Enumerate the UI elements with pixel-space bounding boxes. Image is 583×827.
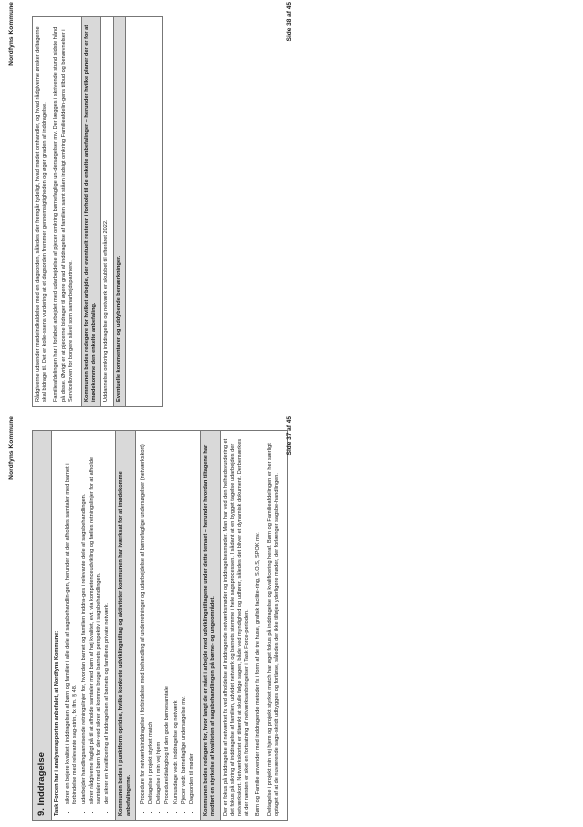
body-paragraph: Familieafdelingen har i forløbet arbejdet med udarbejdelse af pjecer omkring børnefaglige un-dersøgelser mv. Der lægges i skrivende stund sidste hånd på disse. Øvrigt er at pjecerne bidrager til øgere grad af inddragelse af familien samt ståen indsigt omkring Familieafdelin-gens tilbud og benævnelser i Servicelloven for borgere såvel som samarbejdspartnere. [53, 26, 74, 402]
list-item: • Pjecer vedr. børnefaglige undersøgelse mv. [181, 435, 188, 804]
list-item: • sikrer en bejere kvalitet i inddragelsen af børn og familier i alle dele af sagsbehandlin-gen, herunder at der afholdes samtaler med barnet i forbindelse med relevante sag-strin, fx ifm. § 48. [65, 435, 79, 804]
page-footer: Side 37 af 45 [286, 416, 293, 456]
page-footer: Side 38 af 45 [286, 2, 293, 42]
question-two: Kommunen bedes redegøre for, hvor langt de er nået i arbejde med udviklingstiltagene under dette temaet – herunder hvordan tiltagene har medført en styrkelse af kvaliteten af sagsbehandlingen på børne- og ungeområdet. [201, 431, 220, 821]
question-three: Kommunen bedes redegøre for hvilket arbejde, der eventuelt resterer i forhold til de enkelte anbefalinger – herunder hvilke planer der er for at imødekomme den enkelte anbefaling. [82, 17, 101, 407]
inddragelse-table-continued [32, 16, 163, 407]
task-force-cell [52, 431, 116, 821]
list-item: • der sikrer en kvalificering af inddragelsen af barnets og familiens private netværk. [104, 435, 111, 804]
section-title: 9. Inddragelse [33, 431, 52, 821]
page-header: Nordfyns Kommune [8, 2, 15, 66]
remaining-work: Uddannelse omkring inddragelse og netværk er skubbet til efteråret 2022. [101, 17, 113, 407]
list-item: • sikrer rådgiverne fagligt på til at afholde samtaler med børn af høj kvalitet, evt. via kompetenceudvikling og fælles retningslinjer for at afholde samtaler med børn for der-ved sikrer at komme bruge barnets perspektiv i sagsbehandlingen. [89, 435, 103, 804]
comments-title: Eventuelle kommentarer og uddybende bemærkninger. [113, 17, 125, 407]
answer-paragraph: Der er fokus på inddragelse af netværket fx ved afholdelse af inddragende netværksmøder og inddragelsesmøder. Man har ved den helhedsvurdering et det fokus på sikring af inddragelse af familien, udvidet netværk og barnets stemme i hele sagsprocessen. I sådant at en bygget tagelse udarbejdes der netværkskort. Netværkskortet er tiltænkt at skulle følge sagen, både ved myndighed og udfører, således det bliver et dynamisk dokument. Derbemærkes at der næsten er sket en fortsatning af netværksanbringelser i Task Force-perioden. [222, 438, 251, 816]
actions-cell [135, 431, 200, 821]
list-item: • Dagsorden til møder [189, 435, 196, 804]
comments-cell [125, 17, 162, 407]
task-force-list [65, 435, 111, 816]
list-item: • Procedure for netværksinddragelse i forbindelse med behandling af underretninger og udarbejdelse af børnefaglige undersøgelser (netværkskort) [140, 435, 147, 804]
question-one: Kommunen bedes i punktform opridse, hvilke konkrete udviklingstiltag og aktiviteter kommunen har iværksat for at imødekomme anbefalingerne. [116, 431, 135, 821]
page-38 [6, 0, 296, 413]
answer-cell [220, 431, 287, 821]
list-item: • udarbejder handlingsanvisende retningslinjer for, hvordan barnet og familien inddra-ges i relevante dele af sagsbehandlingen. [81, 435, 88, 804]
inddragelse-table [32, 430, 288, 821]
list-item: • Deltagelse i projekt styrket match [148, 435, 155, 804]
continued-cell [33, 17, 82, 407]
page-header: Nordfyns Kommune [8, 416, 15, 480]
list-item: • Procedure/dialogbog til den gode børnesamtale [164, 435, 171, 804]
answer-paragraph: Børn og Familie anvender med inddragende metoder fx i form af de tre huse, grafisk facilite-ring, S.O.S, SPOK mv. [255, 532, 262, 816]
actions-list [140, 435, 196, 816]
list-item: • Deltagelse i min vej hjem [156, 435, 163, 804]
list-item: • Kursusdage vedr. inddragelse og netværk [173, 435, 180, 804]
page-37 [6, 414, 296, 827]
answer-paragraph: Deltagelse i projekt min vej hjem og projekt styrket match har øget fokus på inddragelse og kvalificering heraf. Børn og Familieafdelingen er her særligt optaget af at de nuværende sags-skridt udbygges og fortløse, således der ikke tilføjes yderligere møder, der forlænger sagsbe-handlingen. [266, 443, 280, 816]
body-paragraph: Rådgiverne udsender mødeindkaldelse med en dagsorden, således der fremgår tydeligt, hvad mødet omhandler, og hvad rådgiverne ønsker deltagerne skal bidrage til. Det er kolle-ssens vurdering at et dagsorden fremmer gennemsigtigheden og øger graden af inddragelse. [35, 26, 49, 402]
task-force-title: Task Forcen har i analyserapporten anbefalet, at Nordfyns Kommune: [54, 630, 60, 816]
